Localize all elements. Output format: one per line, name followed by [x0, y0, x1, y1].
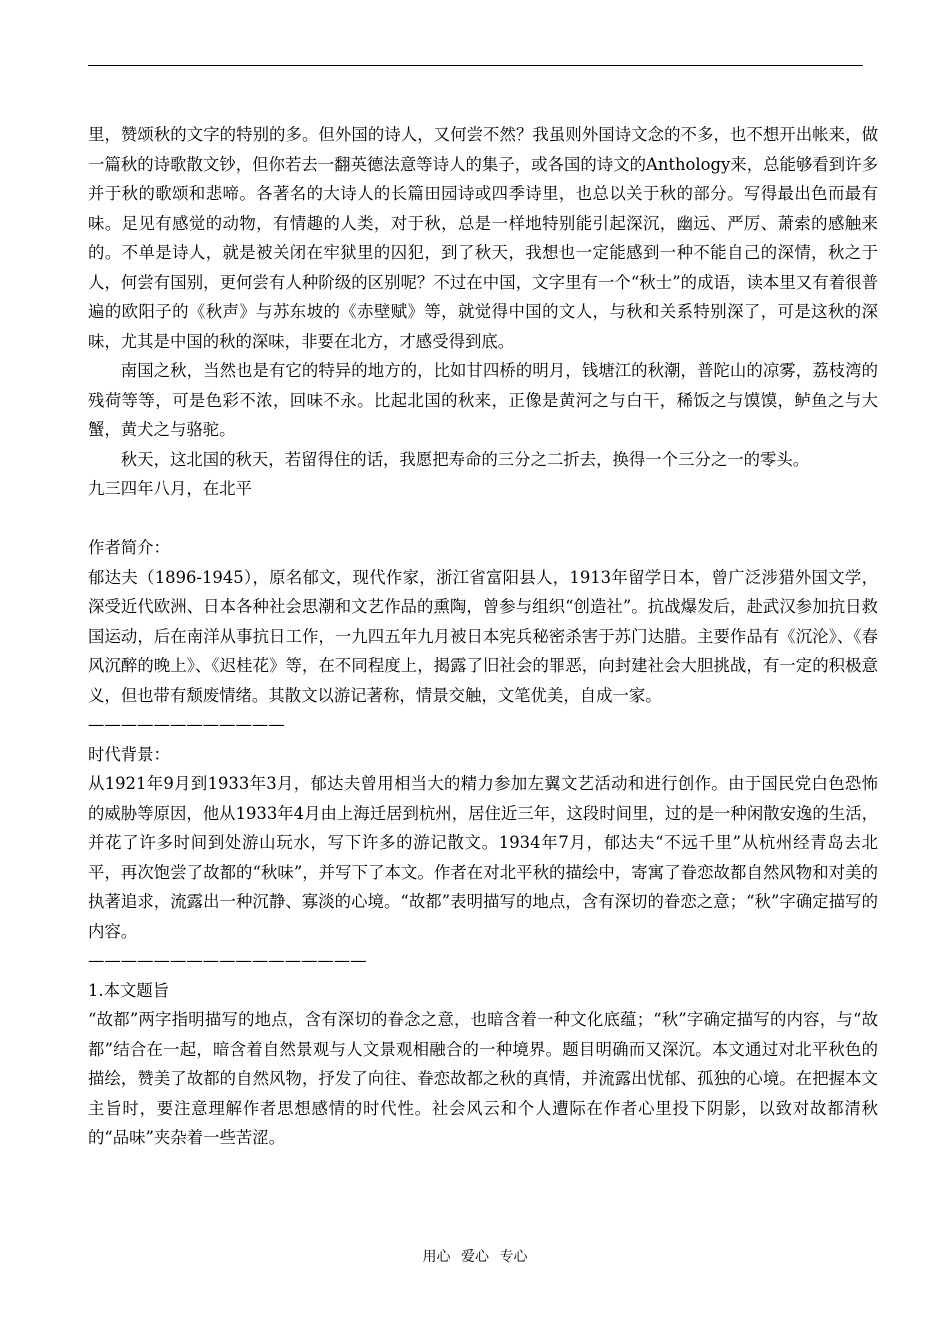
theme-heading: 1.本文题旨 [88, 980, 170, 1000]
theme-text: “故都”两字指明描写的地点，含有深切的眷念之意，也暗含着一种文化底蕴；“秋”字确定描写的内容，与“故都”结合在一起，暗含着自然景观与人文景观相融合的一种境界。题目明确而又深沉。本文通过对北平秋色的描绘，赞美了故都的自然风物，抒发了向往、眷恋故都之秋的真情，并流露出忧郁、孤独的心境。在把握本文主旨时，要注意理解作者思想感情的时代性。社会风云和个人遭际在作者心里投下阴影，以致对故都清秋的“品味”夹杂着一些苦涩。 [88, 1010, 878, 1147]
header-rule [88, 65, 863, 66]
separator-line-2: ————————————————— [88, 951, 367, 970]
date-line: 九三四年八月，在北平 [88, 479, 252, 498]
essay-paragraph-2: 南国之秋，当然也是有它的特异的地方的，比如甘四桥的明月，钱塘江的秋潮，普陀山的凉雾，荔枝湾的残荷等等，可是色彩不浓，回味不永。比起北国的秋来，正像是黄河之与白干，稀饭之与馍馍，鲈鱼之与大蟹，黄犬之与骆驼。 [88, 361, 878, 439]
essay-paragraph-3: 秋天，这北国的秋天，若留得住的话，我愿把寿命的三分之二折去，换得一个三分之一的零头。 [120, 449, 810, 469]
background-text: 从1921年9月到1933年3月，郁达夫曾用相当大的精力参加左翼文艺活动和进行创作。由于国民党白色恐怖的威胁等原因，他从1933年4月由上海迁居到杭州，居住近三年，这段时间里，过的是一种闲散安逸的生活，并花了许多时间到处游山玩水，写下许多的游记散文。1934年7月，郁达夫“不远千里”从杭州经青岛去北平，再次饱尝了故都的“秋味”，并写下了本文。作者在对北平秋的描绘中，寄寓了眷恋故都自然风物和对美的执著追求，流露出一种沉静、寡淡的心境。“故都”表明描写的地点，含有深切的眷恋之意；“秋”字确定描写的内容。 [88, 774, 878, 941]
blank-line [88, 504, 878, 534]
background-heading: 时代背景： [88, 744, 170, 764]
author-heading: 作者简介： [88, 538, 170, 557]
page-footer: 用心 爱心 专心 [422, 1249, 528, 1265]
separator-line-1: ———————————— [88, 715, 285, 734]
essay-paragraph-1: 里，赞颂秋的文字的特别的多。但外国的诗人，又何尝不然？我虽则外国诗文念的不多，也不想开出帐来，做一篇秋的诗歌散文钞，但你若去一翻英德法意等诗人的集子，或各国的诗文的Anthology来，总能够看到许多并于秋的歌颂和悲啼。各著名的大诗人的长篇田园诗或四季诗里，也总以关于秋的部分。写得最出色而最有味。足见有感觉的动物，有情趣的人类，对于秋，总是一样地特别能引起深沉，幽远、严厉、萧索的感触来的。不单是诗人，就是被关闭在牢狱里的囚犯，到了秋天，我想也一定能感到一种不能自己的深情，秋之于人，何尝有国别，更何尝有人种阶级的区别呢？不过在中国，文字里有一个“秋士”的成语，读本里又有着很普遍的欧阳子的《秋声》与苏东坡的《赤壁赋》等，就觉得中国的文人，与秋和关系特别深了，可是这秋的深味，尤其是中国的秋的深味，非要在北方，才感受得到底。 [88, 125, 878, 351]
document-body [88, 120, 878, 1153]
author-intro: 郁达夫（1896-1945），原名郁文，现代作家，浙江省富阳县人，1913年留学日本，曾广泛涉猎外国文学，深受近代欧洲、日本各种社会思潮和文艺作品的熏陶，曾参与组织“创造社”。抗战爆发后，赴武汉参加抗日救国运动，后在南洋从事抗日工作，一九四五年九月被日本宪兵秘密杀害于苏门达腊。主要作品有《沉沦》、《春风沉醉的晚上》、《迟桂花》等，在不同程度上，揭露了旧社会的罪恶，向封建社会大胆挑战，有一定的积极意义，但也带有颓废情绪。其散文以游记著称，情景交触，文笔优美，自成一家。 [88, 567, 878, 705]
